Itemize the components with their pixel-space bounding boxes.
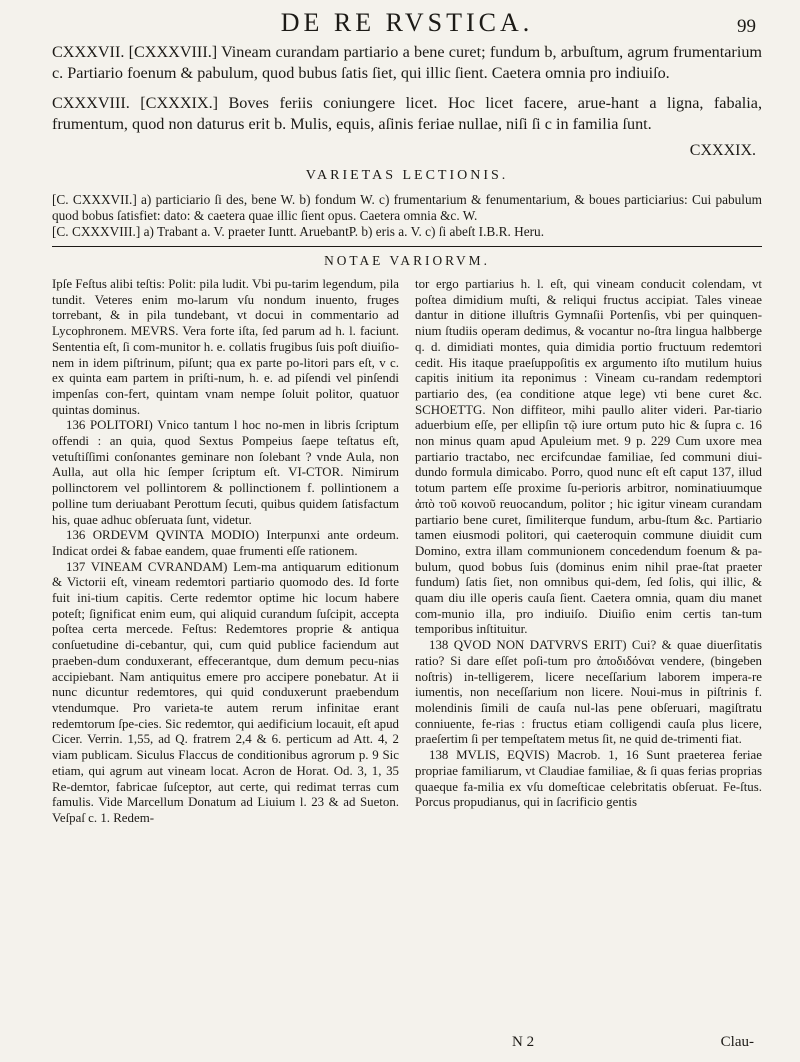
- chapter-137-text: CXXXVII. [CXXXVIII.] Vineam curandam partiario a bene curet; fundum b, arbuſtum, agrum frumentarium c. Partiario foenum & pabulum, quod bubus ſatis ſiet, qui illic ſient. Caetera omnia pro indiuiſo.: [52, 43, 762, 82]
- page-header: [52, 8, 762, 46]
- signature-mark: N 2: [512, 1034, 535, 1050]
- note-paragraph: 138 QVOD NON DATVRVS ERIT) Cui? & quae diuerſitatis ratio? Si dare eſſet poſi-tum pro ἀποδιδόναι vendere, (bingeben noſtris) in-telligerem, licere neceſſarium laborem impera-re iumentis, non neceſſarium non licere. Noui-mus in piſtrinis f. molendinis ſimili de cauſa nul-las pene obſeruari, magiſtratu conniuente, fe-rias : fructus etiam colligendi cauſa plus licere, praeſertim ſi per tempeſtatem metus ſit, ne quid de-trimenti fiat.: [415, 638, 762, 747]
- note-paragraph: tor ergo partiarius h. l. eſt, qui vineam conducit colendam, vt poſtea dimidium muſti, & reliqui fructus accipiat. Tales vineae dantur in ditione illuſtris Gymnaſii Portenſis, vbi per quinquen-nium ſtudiis operam dedimus, & vocantur no-ſtra lingua halbberge q. d. dimidiati montes, quia dimidia portio fructuum redemtori cedit. His itaque praeſuppoſitis ex argumento iſto mutilum huius capitis initium ita reponimus : Vineam cu-randam redemptori partiario des, (ea conditione atque lege) vti bene curet &c. SCHOETTG. Non diffiteor, mihi paullo aliter videri. Par-tiario aduerbium eſſe, per ellipſin τῷ iure ortum puto hic & ſupra c. 16 non minus quam apud Apuleium met. 9 p. 229 Cum uxore mea partiario tractabo, nec ercifcundae familiae, ſed communi diui-dundo formula dimicabo. Porro, quod nunc eſt eſt caput 137, illud totum partem eſſe proxime ſu-perioris arbitror, nominatiuumque ἀπὸ τοῦ κοινοῦ reuocandum, politor ; hic igitur vineam curandam partiario bene curet, ſimiliterque fundum, arbu-ſtum &c. Partiario tamen eiusmodi politori, qui caeteroquin commune diuidit cum Domino, extra illam communionem concedendum foenum & pa-bulum, quod bobus ſuis (dominus enim nihil prae-ſtat praeter fundum) ſatis ſiet, non omnibus qui-dem, ſed ſolis, qui illic, & quam diu ille operis cauſa ſient. Caetera omnia, quam diu manet com-munio illa, pro indiuiſo. Diuiſio enim certis tan-tum temporibus inſtituitur.: [415, 277, 762, 637]
- divider-rule: [52, 246, 762, 247]
- catchword: Clau-: [720, 1034, 754, 1050]
- variant-reading-137: [C. CXXXVII.] a) particiario ſi des, bene W. b) fondum W. c) frumentarium & fenumentarium, & boues particiarius: Cui pabulum quod bobus ſatisfiet: dato: & caetera quae illic ſient opus. Caetera omnia &c. W.: [52, 192, 762, 223]
- note-paragraph: 137 VINEAM CVRANDAM) Lem-ma antiquarum editionum & Victorii eſt, vineam redemtori partiario quomodo des. Id forte fuit ini-tium capitis. Certe redemtor optime hic locum habere poteſt; ſignificat enim eum, qui aliquid curandum ſuſcipit, accepta poſtea certa mercede. Feſtus: Redemtores proprie & antiqua conſuetudine di-cebantur, qui, cum quid publice faciendum aut praeben-dum conduxerant, effecerantque, dum demum pecu-nias accipiebant. Nam antiquitus emere pro accipere ponebatur. At ii nunc dicuntur redemtores, qui quid conduxerunt praebendum vtendumque. Pro varieta-te autem rerum infinitae erant redemtorum ſpe-cies. Sic redemtor, qui aedificium locauit, eſt apud Cicer. Verrin. 1,55, ad Q. fratrem 2,4 & 6. perticum ad Att. 4, 2 viam publicam. Siculus Flaccus de conditionibus agrorum p. 9 Sic etiam, qui agrum aut vineam locat. Acron de Horat. Od. 3, 1, 35 Re-demtor, fabricae ſuſceptor, aut certe, qui redimat terras cum famulis. Vide Marcellum Donatum ad Liuium l. 23 & ad Sueton. Veſpaſ c. 1. Redem-: [52, 559, 399, 825]
- running-head: DE RE RVSTICA.: [280, 8, 534, 37]
- notes-right-column: [415, 277, 762, 827]
- page-footer: [52, 1034, 762, 1054]
- notes-left-column: [52, 277, 399, 827]
- page-number: 99: [737, 16, 756, 37]
- note-paragraph: Ipſe Feſtus alibi teſtis: Polit: pila ludit. Vbi pu-tarim legendum, pila tundit. Veteres enim mo-larum vſu nondum inuento, fruges torrebant, & in pila tundebant, vt docui in commentario ad Lycophronem. MEVRS. Vera forte iſta, ſed parum ad h. l. faciunt. Sententia eſt, ſi com-munitor h. e. collatis frugibus ſuis poſt diuiſio-nem in idem piſtrinum, piſunt; qua ex parte po-litori pars eſt, v c. ex quinta eam partem in priſti-num, h. e. ad piſendi vel pinſendi impenſas con-fert, quintam vnam nempe ſoluit politor, quatuor quintas dominus.: [52, 277, 399, 417]
- notes-columns: [52, 277, 762, 827]
- variant-readings-title: VARIETAS LECTIONIS.: [305, 168, 509, 183]
- variant-reading-138: [C. CXXXVIII.] a) Trabant a. V. praeter Iuntt. AruebantP. b) eris a. V. c) ſi abeſt I.B.R. Heru.: [52, 224, 545, 239]
- page-body: [52, 42, 762, 827]
- note-paragraph: 138 MVLIS, EQVIS) Macrob. 1, 16 Sunt praeterea feriae propriae familiarum, vt Claudiae familiae, & ſi quas ferias proprias quaeque fa-milia ex vſu domeſticae celebritatis obſeruat. Fe-ſtus. Porcus propudianus, qui in ſacrificio gentis: [415, 748, 762, 810]
- notes-title: NOTAE VARIORVM.: [324, 253, 490, 268]
- note-paragraph: 136 ORDEVM QVINTA MODIO) Interpunxi ante ordeum. Indicat ordei & fabae eandem, quae frumenti eſſe rationem.: [52, 528, 399, 558]
- next-chapter-heading: CXXXIX.: [689, 142, 756, 159]
- chapter-138-text: CXXXVIII. [CXXXIX.] Boves feriis coniungere licet. Hoc licet facere, arue-hant a ligna, fabalia, frumentum, quod non daturus erit b. Mulis, equis, aſinis feriae nullae, niſi ſi c in familia ſunt.: [52, 94, 762, 133]
- note-paragraph: 136 POLITORI) Vnico tantum l hoc no-men in libris ſcriptum offendi : an quia, quod Sextus Pompeius ſaepe teſtatus eſt, vetuſtiſſimi conſonantes geminare non ſolebant ? vnde Aula, non Aulla, aut olla hic ſemper ſcriptum eſt. VI-CTOR. Nimirum pollinctorem vel pollintorem & pollinctionem f. pollintionem a polline tum deriuabant Perottum ſecuti, quibus quidem ſatisfactum his, quae adhuc obſeruata ſunt, videtur.: [52, 418, 399, 527]
